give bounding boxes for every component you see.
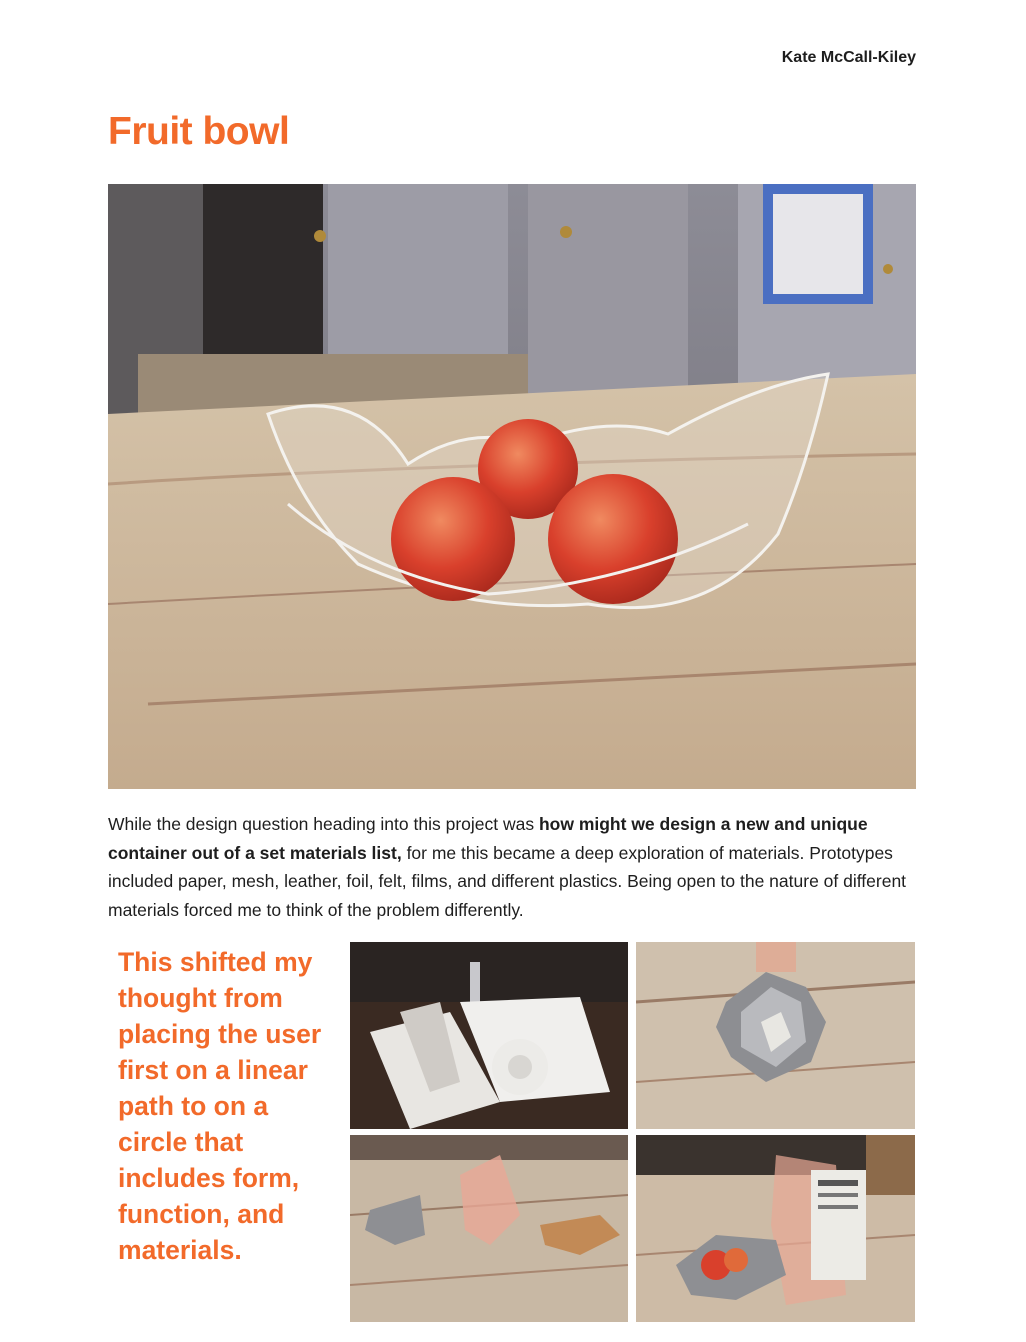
bowl-with-fruit-photo <box>636 1135 915 1322</box>
pull-quote: This shifted my thought from placing the user first on a linear path to on a circle that includes form, function, and materials. <box>118 947 322 1265</box>
paper-prototypes-photo <box>350 942 628 1129</box>
hero-photo <box>108 184 916 789</box>
body-rest: for me this became a deep exploration of materials. Prototypes included paper, mesh, leather, foil, felt, films, and different plastics. Being open to the nature of different materials forced me to think of the problem differently. <box>108 842 907 920</box>
author-name: Kate McCall-Kiley <box>781 49 916 66</box>
body-intro: While the design question heading into this project was <box>108 814 539 834</box>
plastic-film-prototypes-photo <box>350 1135 628 1322</box>
design-question: how might we design a new and unique container out of a set materials list, <box>108 814 868 863</box>
foil-bowl-photo <box>636 942 915 1129</box>
page-title: Fruit bowl <box>108 110 290 153</box>
body-paragraph <box>108 810 918 924</box>
